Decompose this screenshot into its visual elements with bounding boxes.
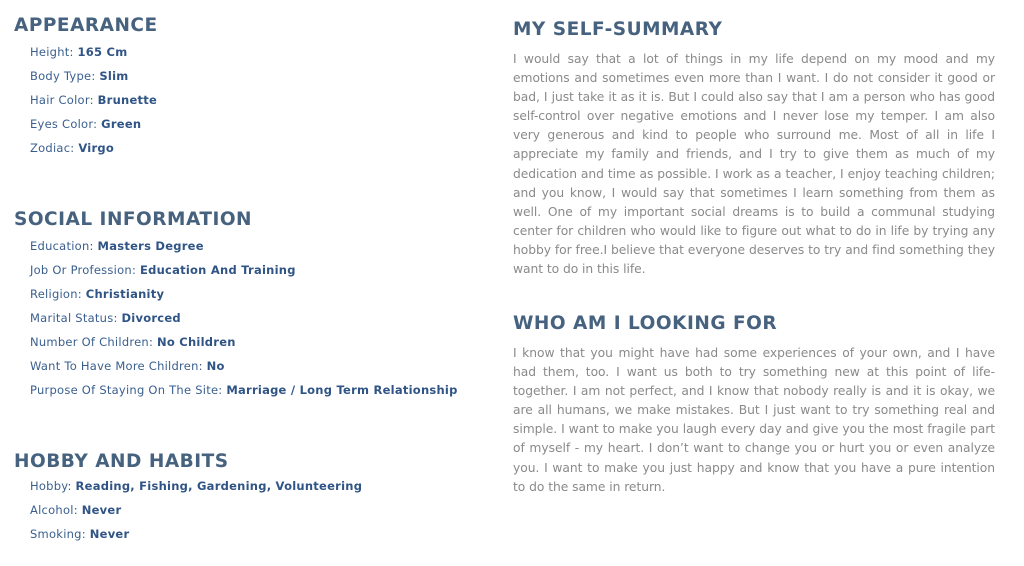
social-information-title: SOCIAL INFORMATION xyxy=(14,209,253,230)
looking-for-title: WHO AM I LOOKING FOR xyxy=(513,313,778,334)
want-more-children-row xyxy=(14,354,458,378)
education-row xyxy=(14,234,458,258)
height-row xyxy=(14,40,158,64)
hobby-and-habits-section xyxy=(14,450,362,546)
field-label: Eyes Color: xyxy=(30,117,98,131)
field-value: Education And Training xyxy=(139,263,296,277)
religion-row xyxy=(14,282,458,306)
field-value: Never xyxy=(81,503,122,517)
body-type-row xyxy=(14,64,158,88)
field-label: Religion: xyxy=(30,287,82,301)
field-value: Slim xyxy=(99,69,129,83)
field-value: Masters Degree xyxy=(97,239,204,253)
field-value: Christianity xyxy=(85,287,165,301)
hobby-and-habits-title: HOBBY AND HABITS xyxy=(14,451,229,472)
eyes-color-row xyxy=(14,112,158,136)
smoking-row xyxy=(14,522,362,546)
marital-status-row xyxy=(14,306,458,330)
field-value: Virgo xyxy=(78,141,115,155)
field-label: Alcohol: xyxy=(30,503,78,517)
self-summary-title: MY SELF-SUMMARY xyxy=(513,19,723,40)
field-label: Number Of Children: xyxy=(30,335,154,349)
field-label: Hair Color: xyxy=(30,93,94,107)
looking-for-section xyxy=(513,312,995,497)
self-summary-text: I would say that a lot of things in my life depend on my mood and my emotions and sometimes even more than I want. I do not consider it good or bad, I just take it as it is. But I could also say that I am a person who has good self-control over negative emotions and I never lose my temper. I am also very generous and kind to people who surround me. Most of all in life I appreciate my family and friends, and I try to give them as much of my dedication and time as possible. I work as a teacher, I enjoy teaching children; and you know, I would say that sometimes I learn something from them as well. One of my important social dreams is to build a communal studying center for children who would like to figure out what to do in life by trying any hobby for free.I believe that everyone deserves to try and find something they want to do in this life. xyxy=(513,52,995,277)
hair-color-row xyxy=(14,88,158,112)
hobby-row xyxy=(14,474,362,498)
looking-for-text: I know that you might have had some experiences of your own, and I have had them, too. I want us both to try something new at this point of life- together. I am not perfect, and I know that nobody really is and it is okay, we are all humans, we make mistakes. But I just want to try something real and simple. I want to make you laugh every day and give you the most fragile part of myself - my heart. I don’t want to change you or hurt you or even analyze you. I want to make you just happy and know that you have a pure intention to do the same in return. xyxy=(513,346,995,494)
field-label: Zodiac: xyxy=(30,141,75,155)
field-label: Want To Have More Children: xyxy=(30,359,203,373)
field-label: Education: xyxy=(30,239,94,253)
field-label: Smoking: xyxy=(30,527,86,541)
self-summary-section xyxy=(513,18,995,279)
appearance-section xyxy=(14,14,158,160)
field-value: No Children xyxy=(157,335,236,349)
field-value: Never xyxy=(89,527,130,541)
alcohol-row xyxy=(14,498,362,522)
field-label: Purpose Of Staying On The Site: xyxy=(30,383,223,397)
field-label: Height: xyxy=(30,45,74,59)
field-value: No xyxy=(206,359,225,373)
purpose-row xyxy=(14,378,458,402)
number-of-children-row xyxy=(14,330,458,354)
social-information-list xyxy=(14,234,458,402)
field-label: Hobby: xyxy=(30,479,72,493)
zodiac-row xyxy=(14,136,158,160)
field-value: 165 Cm xyxy=(77,45,128,59)
field-value: Green xyxy=(101,117,142,131)
field-value: Divorced xyxy=(121,311,181,325)
field-label: Job Or Profession: xyxy=(30,263,137,277)
social-information-section xyxy=(14,208,458,402)
profession-row xyxy=(14,258,458,282)
hobby-and-habits-list xyxy=(14,474,362,546)
appearance-list xyxy=(14,40,158,160)
field-value: Reading, Fishing, Gardening, Volunteering xyxy=(75,479,363,493)
field-value: Brunette xyxy=(97,93,158,107)
field-label: Body Type: xyxy=(30,69,96,83)
appearance-title: APPEARANCE xyxy=(14,15,158,36)
field-label: Marital Status: xyxy=(30,311,118,325)
profile-text-column xyxy=(513,18,995,494)
field-value: Marriage / Long Term Relationship xyxy=(226,383,458,397)
